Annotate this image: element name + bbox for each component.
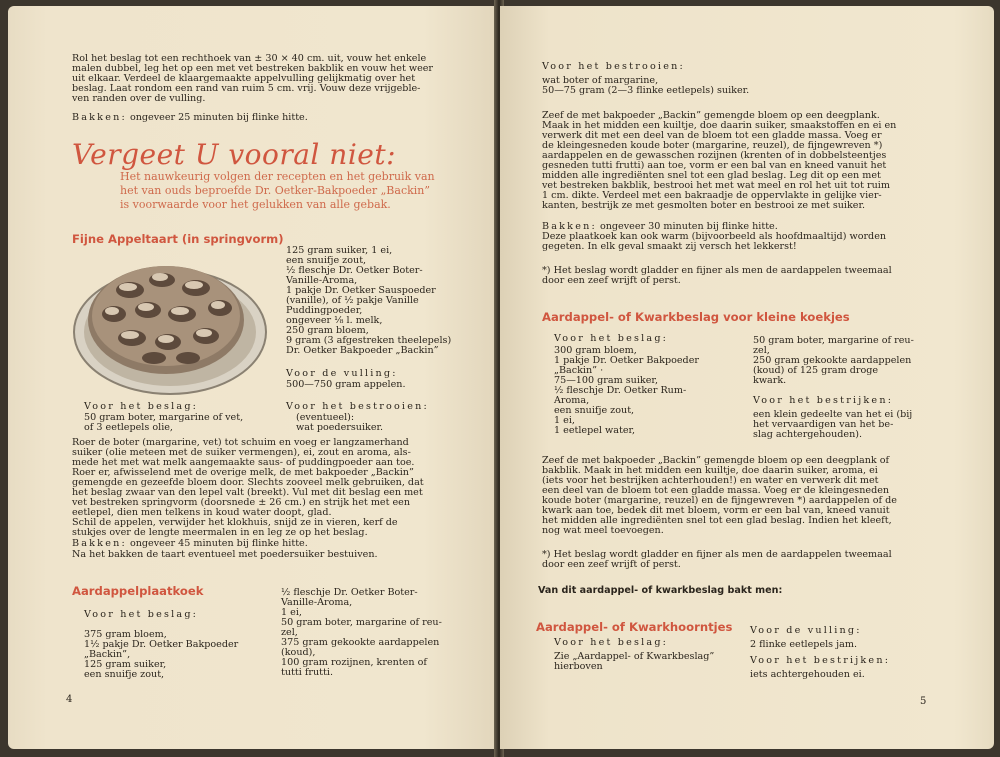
plaatkoek-ingredient: een snuifje zout,	[84, 669, 165, 680]
method-line: de kleingesneden koude boter (margarine, reuzel), de fijngewreven *)	[542, 140, 883, 151]
beslag-line: 50 gram boter, margarine of vet,	[84, 412, 244, 423]
method-line: Roer er, afwisselend met de overige melk, de met bakpoeder „Backin”	[72, 467, 414, 478]
method-line: suiker (olie meteen met de suiker vermengen), ei, zout en aroma, als-	[72, 447, 411, 458]
plaatkoek-ingredient: 1 ei,	[281, 607, 302, 618]
kwark-ingredient: ½ fleschje Dr. Oetker Rum-	[554, 385, 687, 396]
method-line: stukjes over de lengte meermalen in en leg ze op het beslag.	[72, 527, 368, 538]
bestrooien-line: 50—75 gram (2—3 flinke eetlepels) suiker.	[542, 85, 750, 96]
slogan-text-line: het van ouds beproefde Dr. Oetker-Bakpoeder „Backin”	[120, 184, 430, 197]
method-line: eetlepel, dien men telkens in koud water doopt, glad.	[72, 507, 332, 518]
hoorn-beslag-line: Zie „Aardappel- of Kwarkbeslag”	[554, 651, 715, 662]
plaatkoek-ingredient: 375 gram gekookte aardappelen	[281, 637, 440, 648]
kwark-method-line: (iets voor het bestrijken achterhouden!) en water en verwerk dit met	[542, 475, 879, 486]
hoorn-vulling-label: Voor de vulling:	[750, 625, 862, 636]
method-line: kanten, bestrijk ze met gesmolten boter en bestrooi ze met suiker.	[542, 200, 866, 211]
kwark-ingredient: Aroma,	[554, 395, 590, 406]
page-number: 4	[66, 694, 73, 705]
kwark-method-line: kwark aan toe, bedek dit met bloem, vorm er een bal van, kneed vanuit	[542, 505, 890, 516]
after-bake-text: Na het bakken de taart eventueel met poedersuiker bestuiven.	[72, 549, 378, 560]
plaatkoek-ingredient: „Backin”,	[84, 649, 131, 660]
appeltaart-title: Fijne Appeltaart (in springvorm)	[72, 232, 284, 246]
method-line: vet bestreken springvorm (doorsnede ± 26 cm.) en strijk het met een	[72, 497, 411, 508]
kwark-method-line: koude boter (margarine, reuzel) en de fijngewreven *) aardappelen of de	[542, 495, 897, 506]
ingredient: ongeveer ⅛ l. melk,	[286, 315, 383, 326]
bestrooien-label: Voor het bestrooien:	[286, 401, 429, 412]
kwark-ingredient: zel,	[753, 345, 770, 356]
kwark-method-line: nog wat meel toevoegen.	[542, 525, 664, 536]
kwark-ingredient: 1 pakje Dr. Oetker Bakpoeder	[554, 355, 699, 366]
plaatkoek-ingredient: tutti frutti.	[281, 667, 334, 678]
plaatkoek-ingredient: zel,	[281, 627, 298, 638]
plaatkoek-ingredient: 100 gram rozijnen, krenten of	[281, 657, 427, 668]
ingredient: 9 gram (3 afgestreken theelepels)	[286, 335, 452, 346]
method-line: mede het met wat melk aangemaakte saus- of puddingpoeder aan toe.	[72, 457, 415, 468]
bestrijken-line: het vervaardigen van het be-	[753, 419, 894, 430]
method-line: aardappelen en de gewasschen rozijnen (krenten of in dobbelsteentjes	[542, 150, 887, 161]
plaatkoek-ingredient: 125 gram suiker,	[84, 659, 167, 670]
kwark-ingredient: 250 gram gekookte aardappelen	[753, 355, 912, 366]
plaatkoek-ingredient: 50 gram boter, margarine of reu-	[281, 617, 442, 628]
ingredient: een snuifje zout,	[286, 255, 367, 266]
apple-pie-illustration	[70, 250, 270, 398]
method-line: gesneden tutti frutti) aan toe, vorm er een bal van en kneed vanuit het	[542, 160, 887, 171]
plaatkoek-ingredient: 375 gram bloem,	[84, 629, 167, 640]
kwark-ingredient: 50 gram boter, margarine of reu-	[753, 335, 914, 346]
bestrooien-label: Voor het bestrooien:	[542, 61, 685, 72]
kwark-method-line: het midden alle ingrediënten snel tot een glad beslag. Indien het kleeft,	[542, 515, 892, 526]
ingredient: (vanille), of ½ pakje Vanille	[286, 295, 419, 306]
intro-line: Rol het beslag tot een rechthoek van ± 30 × 40 cm. uit, vouw het enkele	[72, 53, 427, 64]
ingredient: Dr. Oetker Bakpoeder „Backin”	[286, 345, 439, 356]
intro-line: ven randen over de vulling.	[72, 93, 206, 104]
warm-line: gegeten. In elk geval smaakt zij versch het lekkerst!	[542, 241, 797, 252]
method-line: Maak in het midden een kuiltje, doe daarin suiker, smaakstoffen en ei en	[542, 120, 897, 131]
ingredient: 1 pakje Dr. Oetker Sauspoeder	[286, 285, 436, 296]
intro-line: beslag. Laat rondom een rand van ruim 5 cm. vrij. Vouw deze vrijgeble-	[72, 83, 421, 94]
kwark-ingredient: „Backin” ·	[554, 365, 604, 376]
kwark-method-line: Zeef de met bakpoeder „Backin” gemengde bloem op een deegplank of	[542, 455, 890, 466]
bestrijken-line: slag achtergehouden).	[753, 429, 863, 440]
hoorntjes-title: Aardappel- of Kwarkhoorntjes	[536, 620, 733, 634]
bake-time-2: Bakken: ongeveer 45 minuten bij flinke hitte.	[72, 538, 308, 549]
hoorn-beslag-line: hierboven	[554, 661, 603, 672]
method-line: het beslag zwaar van den lepel valt (breekt). Vul met dit beslag een met	[72, 487, 423, 498]
plaatkoek-ingredient: Vanille-Aroma,	[281, 597, 353, 608]
vulling-label: Voor de vulling:	[286, 368, 398, 379]
method-line: vet bestreken bakblik, bestrooi het met wat meel en rol het uit tot ruim	[542, 180, 890, 191]
footnote-line: *) Het beslag wordt gladder en fijner als men de aardappelen tweemaal	[542, 549, 892, 560]
plaatkoek-beslag-label: Voor het beslag:	[84, 609, 199, 620]
method-line: midden alle ingrediënten snel tot een glad beslag. Leg dit op een met	[542, 170, 881, 181]
beslag-label: Voor het beslag:	[84, 401, 199, 412]
ingredient: Vanille-Aroma,	[286, 275, 358, 286]
method-line: Schil de appelen, verwijder het klokhuis, snijd ze in vieren, kerf de	[72, 517, 398, 528]
footnote-line: door een zeef wrijft of perst.	[542, 275, 681, 286]
hoorn-bestrijken-text: iets achtergehouden ei.	[750, 669, 865, 680]
kwark-method-line: bakblik. Maak in het midden een kuiltje, doe daarin suiker, aroma, ei	[542, 465, 878, 476]
page-number: 5	[920, 696, 927, 707]
hoorn-beslag-label: Voor het beslag:	[554, 637, 669, 648]
bakt-men-line: Van dit aardappel- of kwarkbeslag bakt men:	[538, 585, 783, 596]
method-line: Roer de boter (margarine, vet) tot schuim en voeg er langzamerhand	[72, 437, 409, 448]
kwarkbeslag-title: Aardappel- of Kwarkbeslag voor kleine koekjes	[542, 310, 850, 324]
kwark-ingredient: 1 ei,	[554, 415, 575, 426]
hoorn-vulling-text: 2 flinke eetlepels jam.	[750, 639, 857, 650]
intro-line: uit elkaar. Verdeel de klaargemaakte appelvulling gelijkmatig over het	[72, 73, 416, 84]
kwark-ingredient: 75—100 gram suiker,	[554, 375, 658, 386]
bestrijken-line: een klein gedeelte van het ei (bij	[753, 409, 913, 420]
beslag-line: of 3 eetlepels olie,	[84, 422, 173, 433]
bake-time-1: Bakken: ongeveer 25 minuten bij flinke hitte.	[72, 112, 308, 123]
method-line: verwerk dit met een deel van de bloem tot een gladde massa. Voeg er	[542, 130, 882, 141]
ingredient: ½ fleschje Dr. Oetker Boter-	[286, 265, 423, 276]
kwark-ingredient: (koud) of 125 gram droge	[753, 365, 879, 376]
ingredient: 125 gram suiker, 1 ei,	[286, 245, 393, 256]
method-line: gemengde en gezeefde bloem door. Slechts zooveel melk gebruiken, dat	[72, 477, 424, 488]
bake-time: Bakken: ongeveer 30 minuten bij flinke hitte.	[542, 221, 778, 232]
hoorn-bestrijken-label: Voor het bestrijken:	[750, 655, 891, 666]
method-line: Zeef de met bakpoeder „Backin” gemengde bloem op een deegplank.	[542, 110, 880, 121]
left-page	[8, 6, 496, 749]
warm-line: Deze plaatkoek kan ook warm (bijvoorbeeld als hoofdmaaltijd) worden	[542, 231, 887, 242]
footnote-line: *) Het beslag wordt gladder en fijner als men de aardappelen tweemaal	[542, 265, 892, 276]
right-page	[500, 6, 994, 749]
kwark-ingredient: kwark.	[753, 375, 787, 386]
bestrooien-line: wat boter of margarine,	[542, 75, 659, 86]
bestrooien-line: (eventueel):	[296, 412, 355, 423]
kwark-beslag-label: Voor het beslag:	[554, 333, 669, 344]
ingredient: 250 gram bloem,	[286, 325, 369, 336]
kwark-ingredient: een snuifje zout,	[554, 405, 635, 416]
slogan-text-line: is voorwaarde voor het gelukken van alle gebak.	[120, 198, 391, 211]
kwark-method-line: een deel van de bloem tot een gladde massa. Voeg er de kleingesneden	[542, 485, 890, 496]
method-line: 1 cm. dikte. Verdeel met een bakraadje de oppervlakte in gelijke vier-	[542, 190, 882, 201]
plaatkoek-ingredient: ½ fleschje Dr. Oetker Boter-	[281, 587, 418, 598]
kwark-ingredient: 300 gram bloem,	[554, 345, 637, 356]
slogan-heading: Vergeet U vooral niet:	[72, 138, 397, 171]
ingredient: Puddingpoeder,	[286, 305, 363, 316]
footnote-line: door een zeef wrijft of perst.	[542, 559, 681, 570]
kwark-ingredient: 1 eetlepel water,	[554, 425, 636, 436]
slogan-text-line: Het nauwkeurig volgen der recepten en het gebruik van	[120, 170, 435, 183]
plaatkoek-title: Aardappelplaatkoek	[72, 584, 204, 598]
plaatkoek-ingredient: (koud),	[281, 647, 316, 658]
bestrijken-label: Voor het bestrijken:	[753, 395, 894, 406]
bestrooien-line: wat poedersuiker.	[296, 422, 384, 433]
intro-line: malen dubbel, leg het op een met vet bestreken bakblik en vouw het weer	[72, 63, 434, 74]
plaatkoek-ingredient: 1½ pakje Dr. Oetker Bakpoeder	[84, 639, 239, 650]
vulling-text: 500—750 gram appelen.	[286, 379, 406, 390]
